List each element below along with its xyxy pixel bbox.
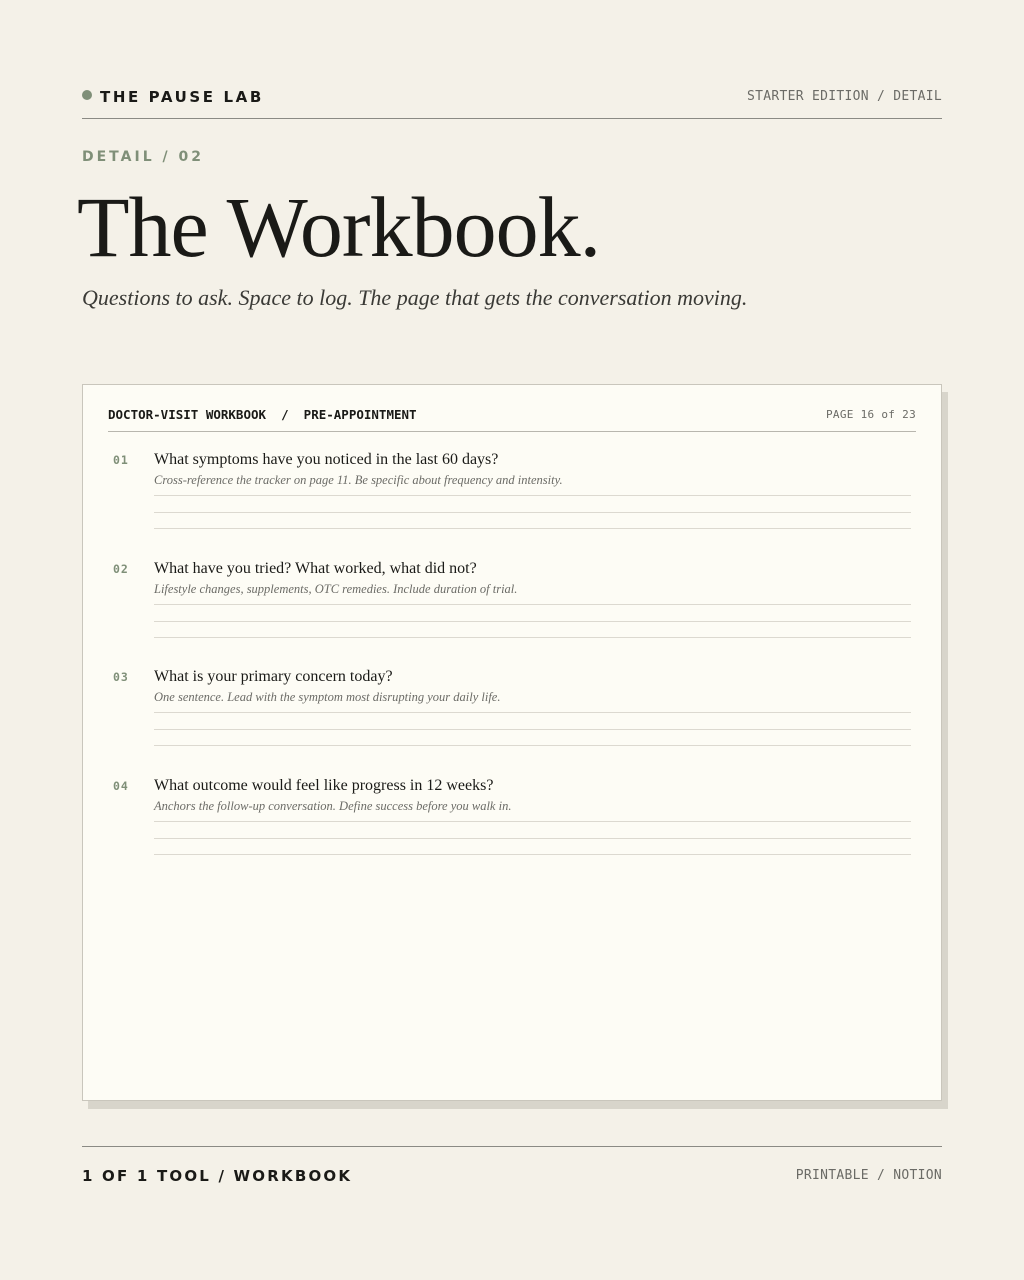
answer-line[interactable] [154, 745, 911, 746]
answer-line[interactable] [154, 729, 911, 730]
answer-line[interactable] [154, 838, 911, 839]
answer-line[interactable] [154, 512, 911, 513]
question-item [108, 451, 911, 551]
answer-line[interactable] [154, 712, 911, 713]
footer-divider [82, 1146, 942, 1147]
question-text: What outcome would feel like progress in 12 weeks? [154, 777, 494, 794]
question-text: What symptoms have you noticed in the last 60 days? [154, 451, 499, 468]
question-number: 01 [113, 453, 129, 467]
brand [82, 88, 264, 106]
workbook-title: DOCTOR-VISIT WORKBOOK / PRE-APPOINTMENT [108, 407, 417, 422]
question-item [108, 777, 911, 877]
edition-label: STARTER EDITION / DETAIL [746, 89, 942, 104]
question-number: 03 [113, 670, 129, 684]
question-hint: Lifestyle changes, supplements, OTC remedies. Include duration of trial. [154, 582, 518, 596]
answer-line[interactable] [154, 821, 911, 822]
answer-line[interactable] [154, 621, 911, 622]
section-kicker: DETAIL / 02 [82, 149, 204, 165]
question-number: 04 [113, 779, 129, 793]
answer-line[interactable] [154, 637, 911, 638]
page [77, 0, 942, 1280]
brand-name: THE PAUSE LAB [100, 88, 264, 106]
answer-line[interactable] [154, 495, 911, 496]
page-title: The Workbook. [77, 179, 601, 275]
footer-formats: PRINTABLE / NOTION [795, 1168, 942, 1183]
answer-line[interactable] [154, 528, 911, 529]
top-bar [82, 86, 942, 119]
question-number: 02 [113, 562, 129, 576]
question-text: What have you tried? What worked, what did not? [154, 560, 477, 577]
question-item [108, 560, 911, 660]
question-hint: Cross-reference the tracker on page 11. Be specific about frequency and intensity. [154, 473, 563, 487]
answer-line[interactable] [154, 854, 911, 855]
page-number: PAGE 16 of 23 [826, 408, 916, 421]
workbook-header [108, 405, 916, 432]
question-hint: Anchors the follow-up conversation. Define success before you walk in. [154, 799, 512, 813]
answer-line[interactable] [154, 604, 911, 605]
footer-label: 1 OF 1 TOOL / WORKBOOK [82, 1167, 353, 1185]
page-subtitle: Questions to ask. Space to log. The page that gets the conversation moving. [82, 285, 748, 310]
question-text: What is your primary concern today? [154, 668, 393, 685]
question-hint: One sentence. Lead with the symptom most disrupting your daily life. [154, 690, 501, 704]
question-item [108, 668, 911, 768]
workbook-card [82, 384, 942, 1101]
brand-dot-icon [82, 90, 92, 100]
